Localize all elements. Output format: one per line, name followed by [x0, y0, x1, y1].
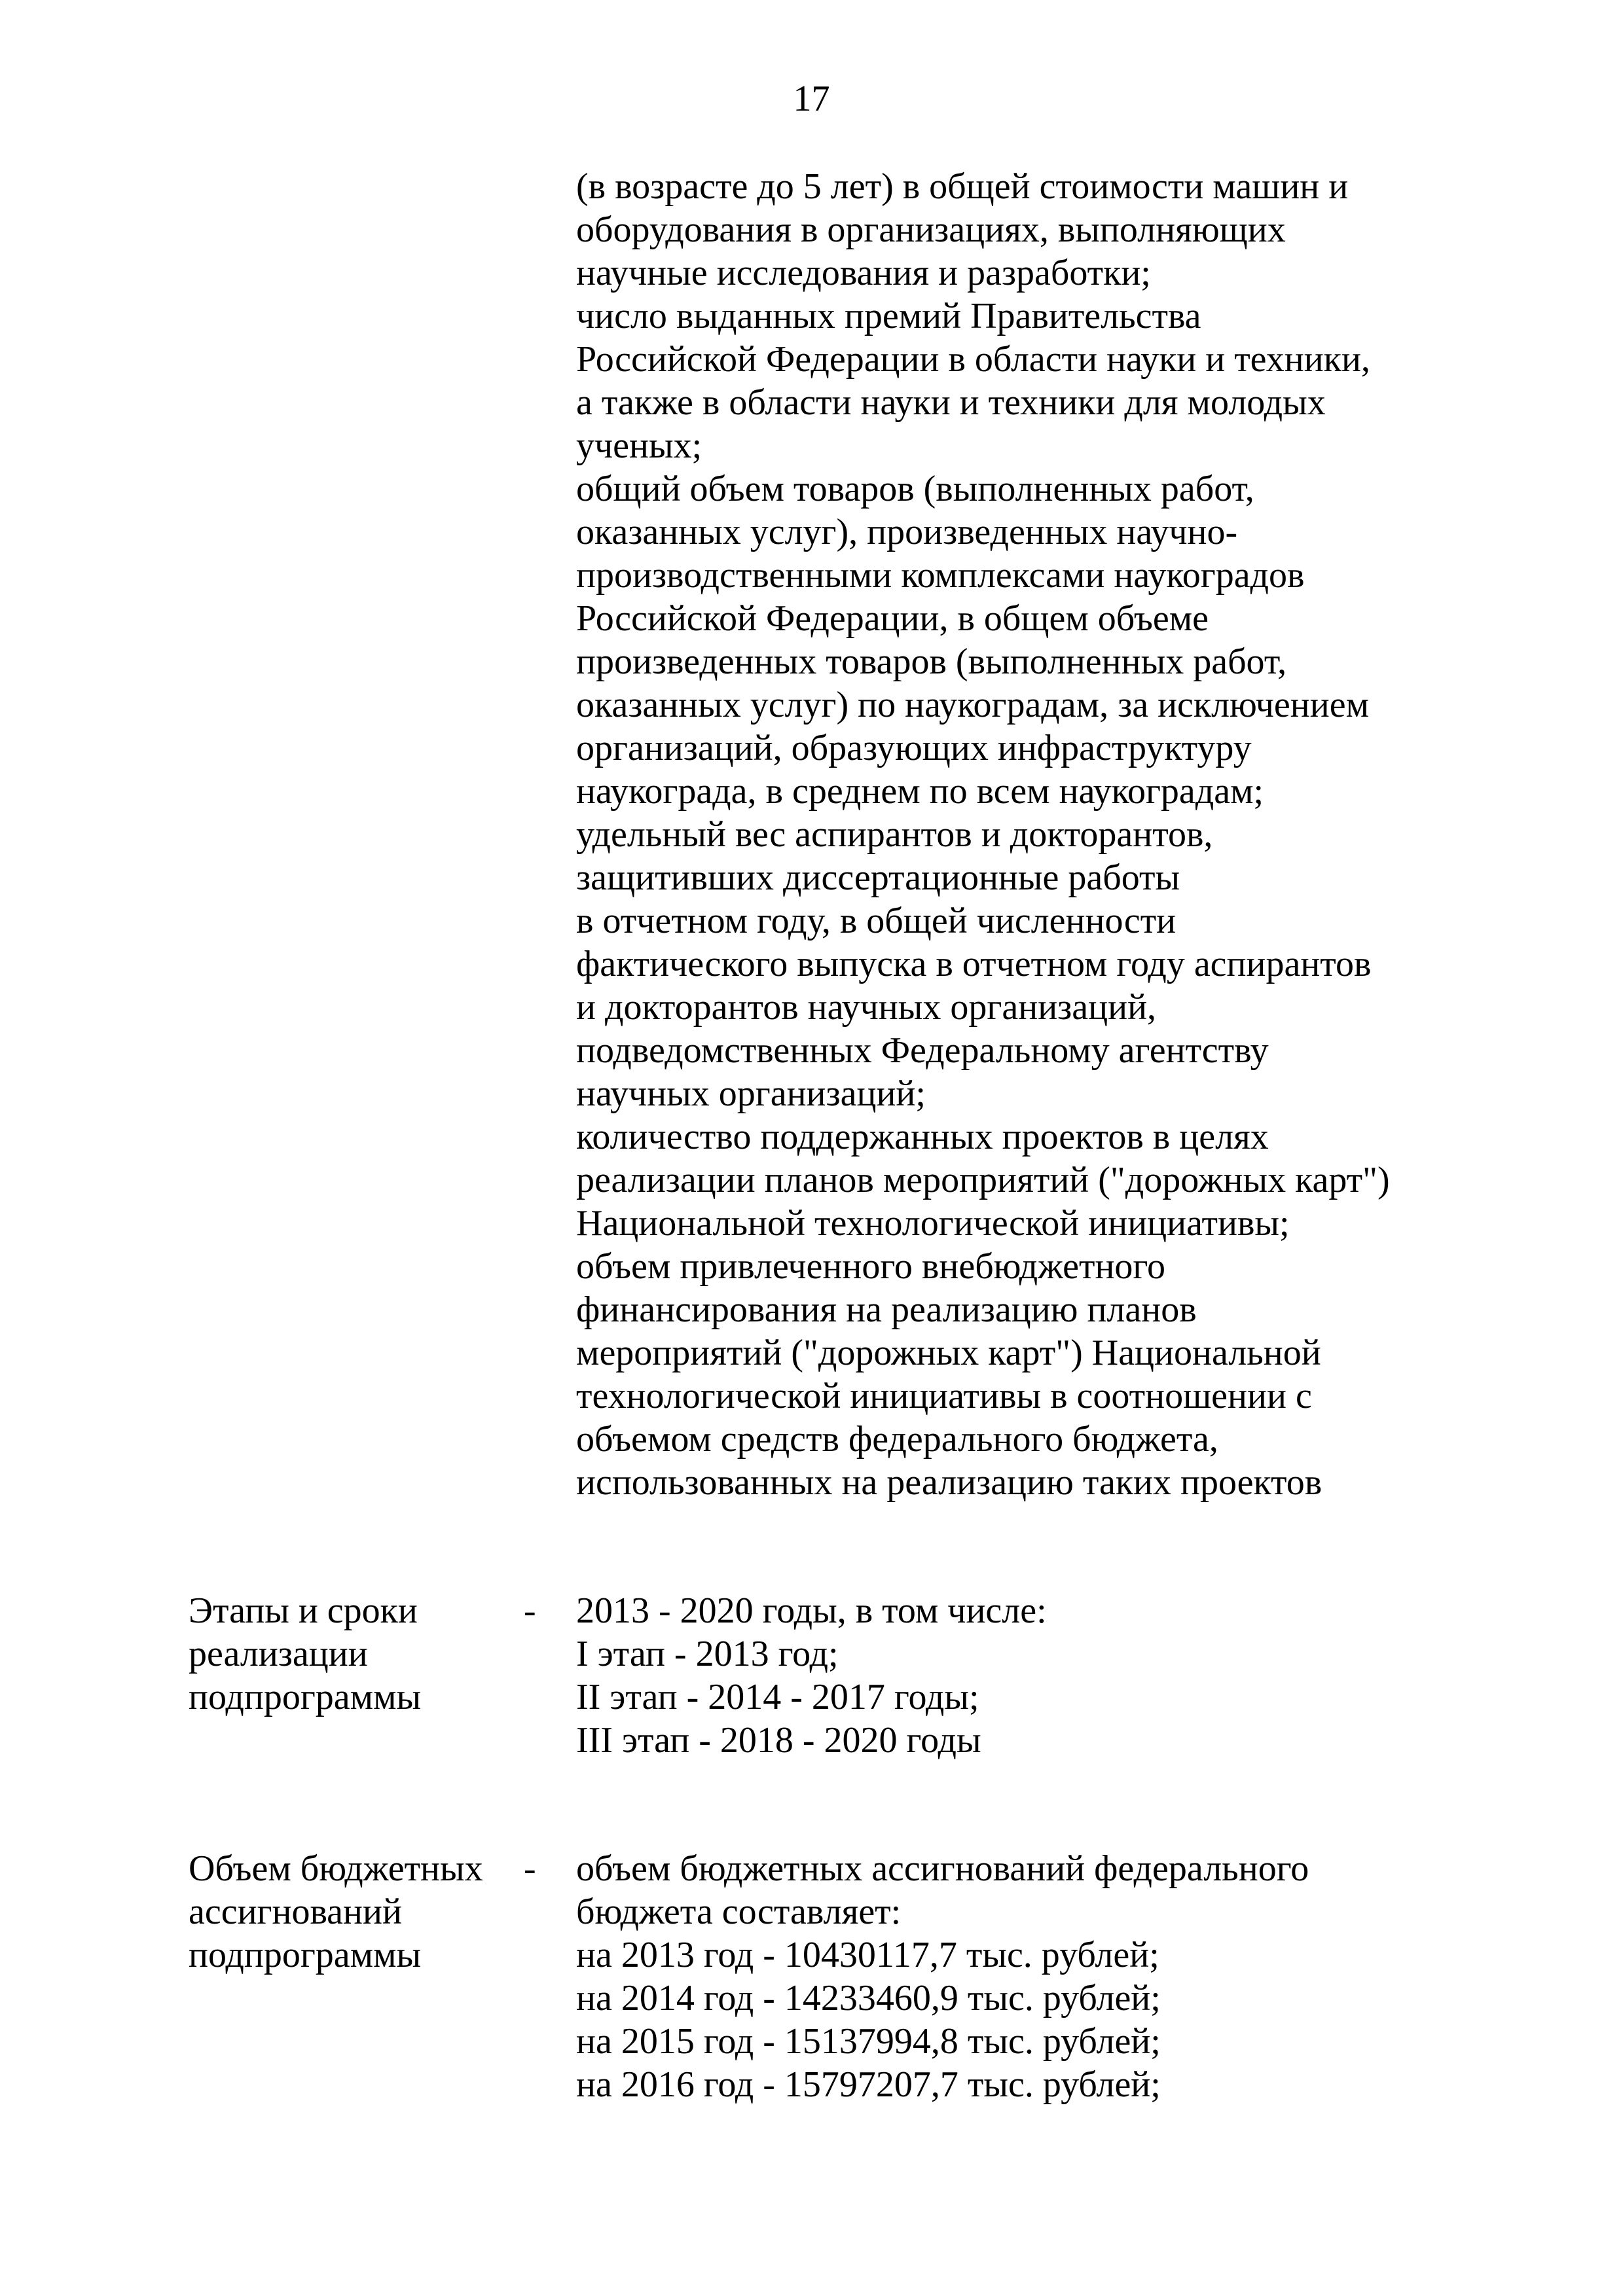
text-line: оказанных услуг) по наукоградам, за исключением — [576, 685, 1369, 725]
field-value-budget — [576, 1847, 1491, 2106]
text-line: объем привлеченного внебюджетного — [576, 1246, 1165, 1287]
text-line: а также в области науки и техники для молодых — [576, 382, 1326, 423]
text-line: научные исследования и разработки; — [576, 253, 1151, 293]
text-line: бюджета составляет: — [576, 1892, 902, 1932]
text-line: (в возрасте до 5 лет) в общей стоимости машин и — [576, 166, 1349, 207]
text-line: произведенных товаров (выполненных работ, — [576, 641, 1287, 682]
field-dash: - — [524, 1848, 536, 1889]
page-number: 17 — [793, 79, 830, 119]
text-line: II этап - 2014 - 2017 годы; — [576, 1677, 979, 1717]
text-line: на 2016 год - 15797207,7 тыс. рублей; — [576, 2064, 1161, 2105]
text-line: количество поддержанных проектов в целях — [576, 1117, 1269, 1157]
text-line: Объем бюджетных — [189, 1848, 483, 1889]
text-line: и докторантов научных организаций, — [576, 987, 1157, 1028]
text-line: ассигнований — [189, 1892, 402, 1932]
continuation-row — [189, 165, 1491, 1504]
text-line: использованных на реализацию таких проектов — [576, 1462, 1322, 1503]
text-line: I этап - 2013 год; — [576, 1634, 839, 1674]
text-line: организаций, образующих инфраструктуру — [576, 728, 1252, 768]
text-line: объемом средств федерального бюджета, — [576, 1419, 1218, 1460]
text-line: на 2013 год - 10430117,7 тыс. рублей; — [576, 1935, 1159, 1975]
text-line: удельный вес аспирантов и докторантов, — [576, 814, 1213, 855]
text-line: подпрограммы — [189, 1935, 422, 1975]
text-line: технологической инициативы в соотношении с — [576, 1376, 1312, 1416]
text-line: наукограда, в среднем по всем наукоградам; — [576, 771, 1264, 812]
text-line: общий объем товаров (выполненных работ, — [576, 469, 1254, 509]
field-row-budget — [189, 1847, 1491, 2106]
text-line: на 2014 год - 14233460,9 тыс. рублей; — [576, 1978, 1161, 2018]
text-line: реализации планов мероприятий ("дорожных карт") — [576, 1160, 1390, 1200]
field-dash: - — [524, 1590, 536, 1631]
text-line: Национальной технологической инициативы; — [576, 1203, 1290, 1244]
field-value-stages — [576, 1589, 1491, 1762]
field-label-stages — [189, 1589, 524, 1719]
text-line: III этап - 2018 - 2020 годы — [576, 1720, 981, 1761]
text-line: фактического выпуска в отчетном году аспирантов — [576, 944, 1372, 984]
continuation-text — [576, 165, 1491, 1504]
text-line: защитивших диссертационные работы — [576, 857, 1180, 898]
text-line: финансирования на реализацию планов — [576, 1289, 1197, 1330]
text-line: мероприятий ("дорожных карт") Национальной — [576, 1333, 1321, 1373]
text-line: производственными комплексами наукоградов — [576, 555, 1305, 596]
field-row-stages — [189, 1589, 1491, 1762]
text-line: 2013 - 2020 годы, в том числе: — [576, 1590, 1047, 1631]
page-content — [189, 165, 1491, 2106]
field-label-budget — [189, 1847, 524, 1977]
text-line: Этапы и сроки — [189, 1590, 418, 1631]
text-line: объем бюджетных ассигнований федерального — [576, 1848, 1309, 1889]
text-line: число выданных премий Правительства — [576, 296, 1201, 336]
text-line: ученых; — [576, 425, 702, 466]
text-line: на 2015 год - 15137994,8 тыс. рублей; — [576, 2021, 1161, 2062]
text-line: подведомственных Федеральному агентству — [576, 1030, 1269, 1071]
text-line: реализации — [189, 1634, 368, 1674]
text-line: оборудования в организациях, выполняющих — [576, 209, 1286, 250]
text-line: оказанных услуг), произведенных научно- — [576, 512, 1238, 552]
text-line: в отчетном году, в общей численности — [576, 901, 1176, 941]
text-line: научных организаций; — [576, 1073, 926, 1114]
text-line: Российской Федерации в области науки и техники, — [576, 339, 1370, 380]
text-line: подпрограммы — [189, 1677, 422, 1717]
text-line: Российской Федерации, в общем объеме — [576, 598, 1209, 639]
